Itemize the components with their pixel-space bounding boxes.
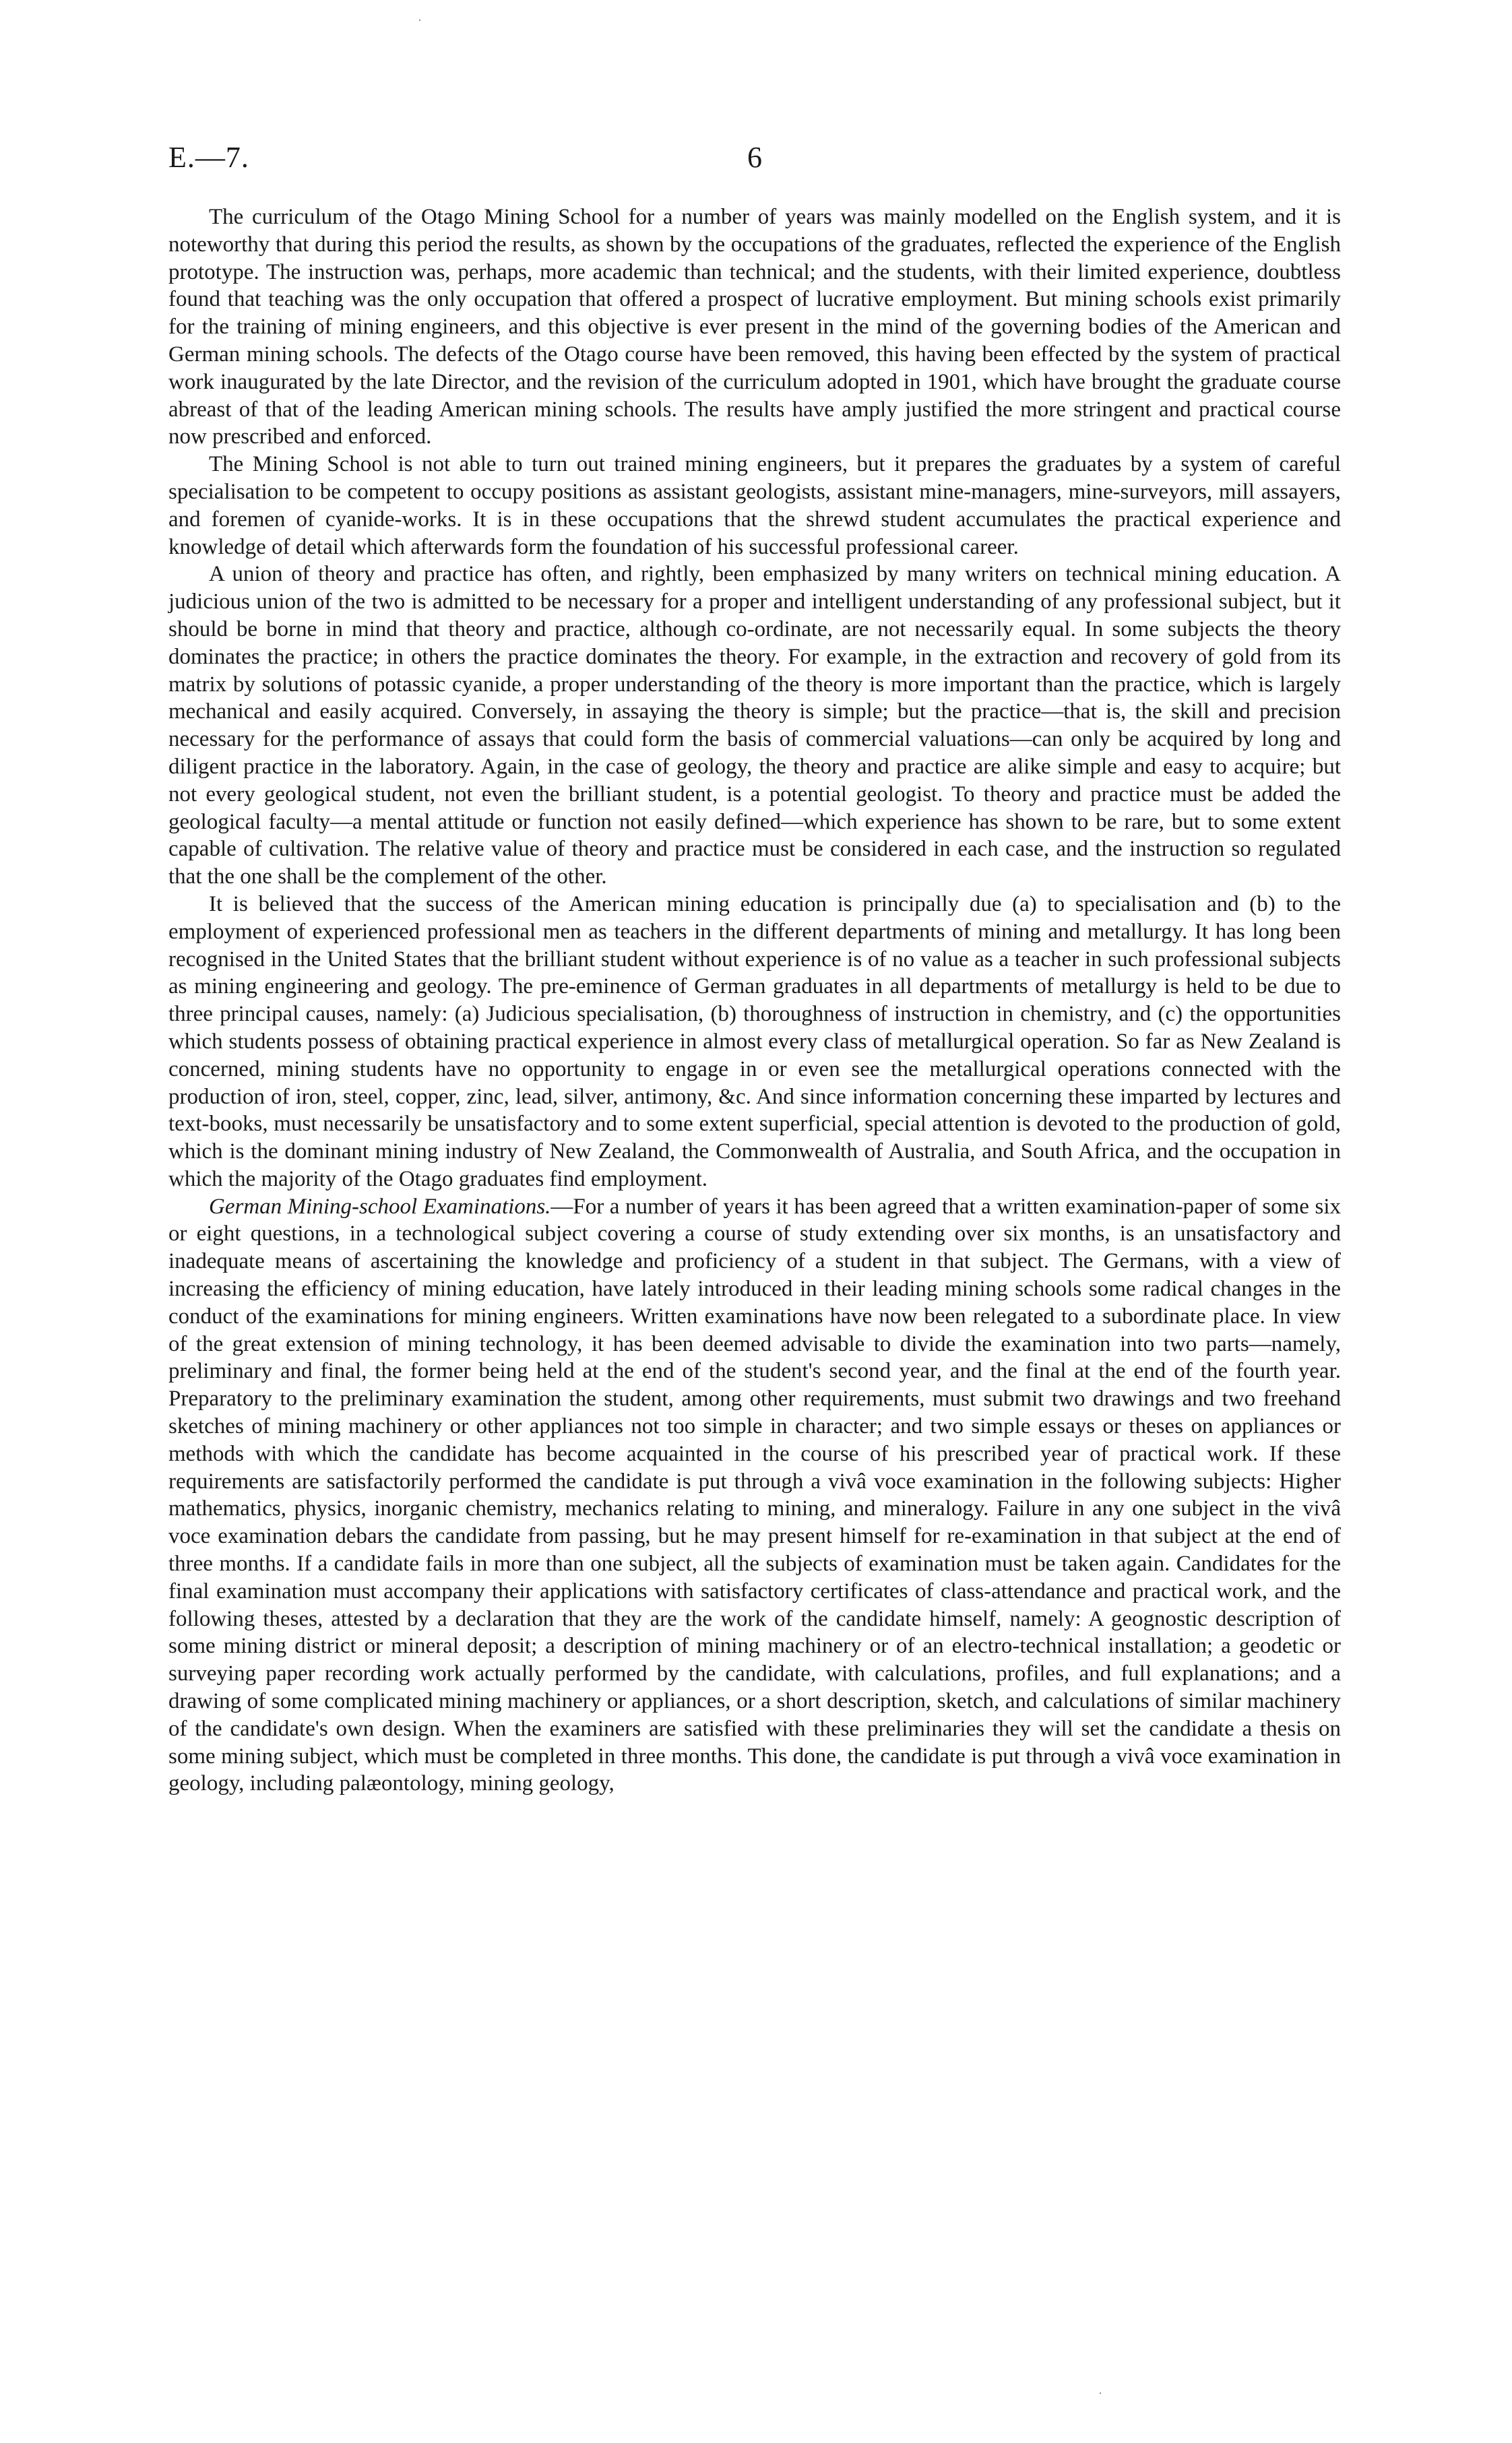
paragraph bbox=[168, 891, 1341, 1193]
paragraph bbox=[168, 1193, 1341, 1798]
paragraph-text: The curriculum of the Otago Mining School for a number of years was mainly modelled on the English system, and it is noteworthy that during this period the results, as shown by the occupations of the graduates, reflected the experience of the English prototype. The instruction was, perhaps, more academic than technical; and the students, with their limited experience, doubtless found that teaching was the only occupation that offered a prospect of lucrative employment. But mining schools exist primarily for the training of mining engineers, and this objective is ever present in the mind of the governing bodies of the American and German mining schools. The defects of the Otago course have been removed, this having been effected by the system of practical work inaugurated by the late Director, and the revision of the curriculum adopted in 1901, which have brought the graduate course abreast of that of the leading American mining schools. The results have amply justified the more stringent and practical course now prescribed and enforced. bbox=[168, 205, 1341, 449]
paragraph-text: It is believed that the success of the American mining education is principally due (a) to specialisation and (b) to the employment of experienced professional men as teachers in the different departments of mining and metallurgy. It has long been recognised in the United States that the brilliant student without experience is of no value as a teacher in such professional subjects as mining engineering and geology. The pre-eminence of German graduates in all departments of metallurgy is held to be due to three principal causes, namely: (a) Judicious specialisation, (b) thoroughness of instruction in chemistry, and (c) the opportunities which students possess of obtaining practical experience in almost every class of metallurgical operation. So far as New Zealand is concerned, mining students have no opportunity to engage in or even see the metallurgical operations connected with the production of iron, steel, copper, zinc, lead, silver, antimony, &c. And since information concerning these imparted by lectures and text-books, must necessarily be unsatisfactory and to some extent superficial, special attention is devoted to the production of gold, which is the dominant mining industry of New Zealand, the Commonwealth of Australia, and South Africa, and the occupation in which the majority of the Otago graduates find employment. bbox=[168, 891, 1341, 1191]
paragraph bbox=[168, 451, 1341, 561]
paragraph-text: —For a number of years it has been agreed that a written examination-paper of some six or eight questions, in a technological subject covering a course of study extending over six months, is an unsatisfactory and inadequate means of ascertaining the knowledge and proficiency of a student in that subject. The Germans, with a view of increasing the efficiency of mining education, have lately introduced in their leading mining schools some radical changes in the conduct of the examinations for mining engineers. Written examinations have now been relegated to a subordinate place. In view of the great extension of mining technology, it has been deemed advisable to divide the examination into two parts—namely, preliminary and final, the former being held at the end of the student's second year, and the final at the end of the fourth year. Preparatory to the preliminary examination the student, among other requirements, must submit two drawings and two freehand sketches of mining machinery or other appliances not too simple in character; and two simple essays or theses on appliances or methods with which the candidate has become acquainted in the course of his prescribed year of practical work. If these requirements are satisfactorily performed the candidate is put through a vivâ voce examination in the following subjects: Higher mathematics, physics, inorganic chemistry, mechanics relating to mining, and mineralogy. Failure in any one subject in the vivâ voce examination debars the candidate from passing, but he may present himself for re-examination in that subject at the end of three months. If a candidate fails in more than one subject, all the subjects of examination must be taken again. Candidates for the final examination must accompany their applications with satisfactory certificates of class-attendance and practical work, and the following theses, attested by a declaration that they are the work of the candidate himself, namely: A geognostic description of some mining district or mineral deposit; a description of mining machinery or of an electro-technical installation; a geodetic or surveying paper recording work actually performed by the candidate, with calculations, profiles, and full explanations; and a drawing of some complicated mining machinery or appliances, or a short description, sketch, and calculations of similar machinery of the candidate's own design. When the examiners are satisfied with these preliminaries they will set the candidate a thesis on some mining subject, which must be completed in three months. This done, the candidate is put through a vivâ voce examination in geology, including palæontology, mining geology, bbox=[168, 1194, 1341, 1796]
page-number: 6 bbox=[747, 141, 762, 174]
paragraph bbox=[168, 203, 1341, 451]
document-reference: E.—7. bbox=[168, 141, 249, 174]
paragraph bbox=[168, 561, 1341, 891]
section-heading: German Mining-school Examinations. bbox=[209, 1194, 551, 1219]
page-header bbox=[168, 140, 1341, 181]
scan-speck: · bbox=[1098, 2386, 1102, 2400]
paragraph-text: A union of theory and practice has often, and rightly, been emphasized by many writers on technical mining education. A judicious union of the two is admitted to be necessary for a proper and intelligent understanding of any professional subject, but it should be borne in mind that theory and practice, although co-ordinate, are not necessarily equal. In some subjects the theory dominates the practice; in others the practice dominates the theory. For example, in the extraction and recovery of gold from its matrix by solutions of potassic cyanide, a proper understanding of the theory is more important than the practice, which is largely mechanical and easily acquired. Conversely, in assaying the theory is simple; but the practice—that is, the skill and precision necessary for the performance of assays that could form the basis of commercial valuations—can only be acquired by long and diligent practice in the laboratory. Again, in the case of geology, the theory and practice are alike simple and easy to acquire; but not every geological student, not even the brilliant student, is a potential geologist. To theory and practice must be added the geological faculty—a mental attitude or function not easily defined—which experience has shown to be rare, but to some extent capable of cultivation. The relative value of theory and practice must be considered in each case, and the instruction so regulated that the one shall be the complement of the other. bbox=[168, 562, 1341, 889]
scan-speck: · bbox=[418, 13, 422, 27]
body-text bbox=[168, 203, 1341, 1798]
paragraph-text: The Mining School is not able to turn out trained mining engineers, but it prepares the graduates by a system of careful specialisation to be competent to occupy positions as assistant geologists, assistant mine-managers, mine-surveyors, mill assayers, and foremen of cyanide-works. It is in these occupations that the shrewd student accumulates the practical experience and knowledge of detail which afterwards form the foundation of his successful professional career. bbox=[168, 452, 1341, 559]
